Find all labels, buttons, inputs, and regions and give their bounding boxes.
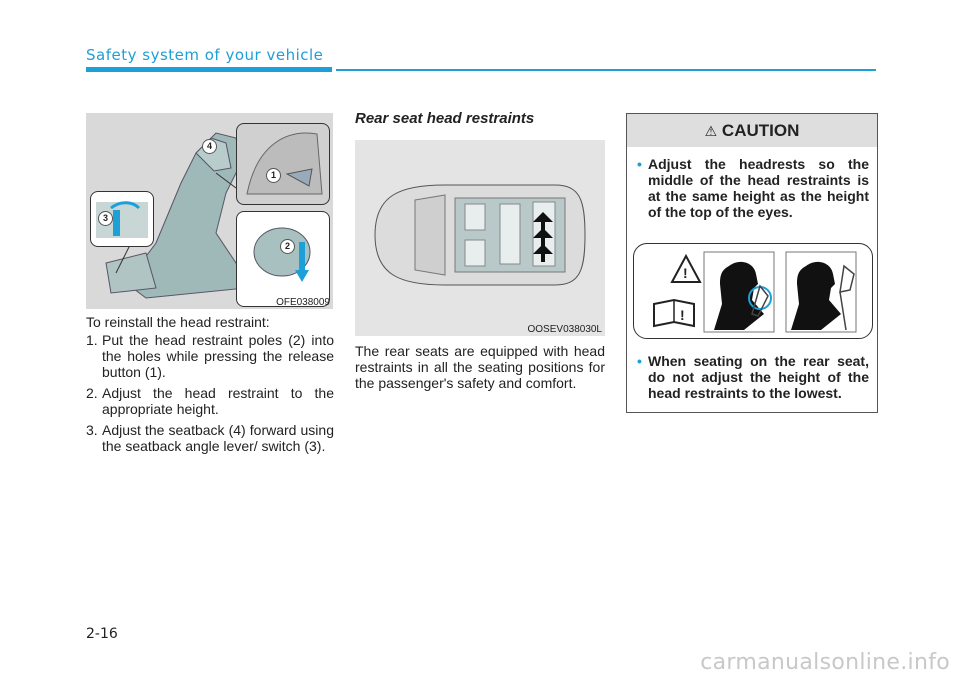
caution-item: [637, 353, 869, 401]
bullet-icon: •: [637, 156, 642, 172]
step-text: Put the head restraint poles (2) into the holes while pressing the release button (1).: [102, 332, 334, 380]
callout-4: 4: [202, 139, 217, 154]
release-button-icon: [237, 124, 329, 204]
caution-title: CAUTION: [721, 121, 800, 140]
step-item: [86, 422, 334, 454]
step-number: 3.: [86, 422, 98, 438]
head-restraint-figure: [86, 113, 333, 309]
headrest-warning-panel: [633, 243, 873, 339]
rear-heading: Rear seat head restraints: [355, 110, 535, 127]
step-item: [86, 385, 334, 417]
svg-text:!: !: [683, 265, 688, 281]
rear-seats-figure: [355, 140, 605, 336]
figure-caption: OFE038009: [276, 297, 330, 308]
reinstall-steps: [86, 332, 334, 459]
bullet-icon: •: [637, 353, 642, 369]
step-item: [86, 332, 334, 380]
caution-box: [626, 113, 878, 413]
headrest-warning-illustration: [634, 244, 872, 338]
caution-header: [627, 114, 877, 147]
figure-caption: OOSEV038030L: [527, 324, 602, 335]
callout-1: 1: [266, 168, 281, 183]
caution-text: Adjust the headrests so the middle of the head restraints is at the same height as the height of the top of the eyes.: [648, 156, 869, 220]
poles-inset: [236, 211, 330, 307]
warning-triangle-icon: ⚠: [704, 123, 718, 139]
step-number: 2.: [86, 385, 98, 401]
intro-text: To reinstall the head restraint:: [86, 314, 270, 330]
caution-text: When seating on the rear seat, do not adjust the height of the head restraints to the lowest.: [648, 353, 869, 401]
callout-2: 2: [280, 239, 295, 254]
step-text: Adjust the head restraint to the appropriate height.: [102, 385, 334, 417]
header-rule: [336, 69, 876, 71]
step-text: Adjust the seatback (4) forward using the seatback angle lever/ switch (3).: [102, 422, 334, 454]
step-number: 1.: [86, 332, 98, 348]
header-accent-bar: [86, 67, 332, 72]
release-button-inset: [236, 123, 330, 205]
watermark-text: carmanualsonline.info: [700, 650, 950, 675]
caution-item: [637, 156, 869, 220]
callout-3: 3: [98, 211, 113, 226]
car-top-view-icon: [355, 140, 605, 336]
head-restraint-poles-icon: [237, 212, 329, 306]
svg-text:!: !: [680, 307, 685, 323]
page-number: 2-16: [86, 626, 118, 642]
rear-description: The rear seats are equipped with head restraints in all the seating positions for the passenger's safety and comfort.: [355, 343, 605, 391]
section-title: Safety system of your vehicle: [86, 46, 324, 64]
